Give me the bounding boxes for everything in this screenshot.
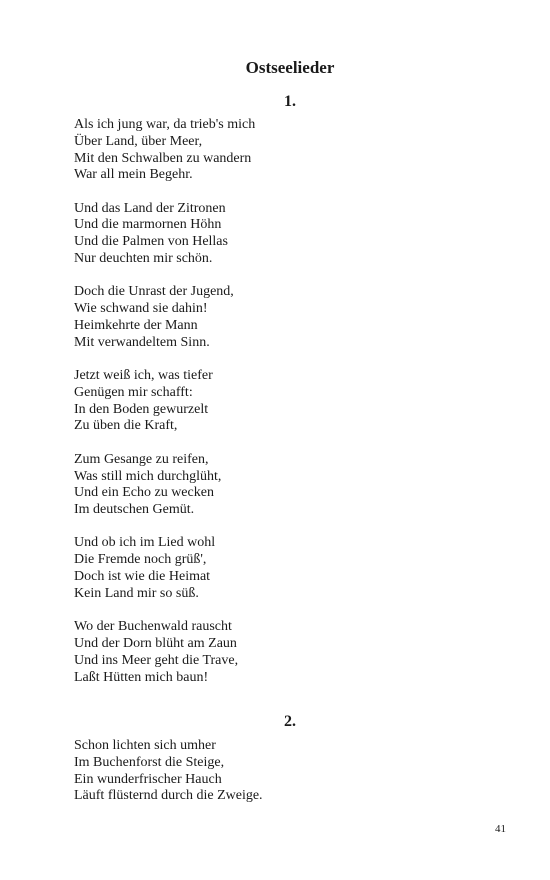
verse-line: Doch die Unrast der Jugend, — [74, 284, 234, 300]
verse-line: Im Buchenforst die Steige, — [74, 754, 225, 770]
verse-line: Heimkehrte der Mann — [74, 317, 198, 333]
section-1-stanzas — [74, 117, 494, 703]
section-number-2: 2. — [284, 713, 296, 730]
verse-line: Mit den Schwalben zu wandern — [74, 150, 252, 166]
verse-line: Ein wunderfrischer Hauch — [74, 771, 222, 787]
section-2-stanzas — [74, 738, 494, 822]
verse-line: Und die Palmen von Hellas — [74, 234, 228, 250]
verse-line: Nur deuchten mir schön. — [74, 251, 213, 267]
verse-line: Und ins Meer geht die Trave, — [74, 652, 239, 668]
verse-line: Mit verwandeltem Sinn. — [74, 334, 210, 350]
verse-line: Die Fremde noch grüß', — [74, 552, 207, 568]
verse-line: Laßt Hütten mich baun! — [74, 669, 209, 685]
verse-line: Wo der Buchenwald rauscht — [74, 619, 232, 635]
stanza — [74, 368, 494, 435]
verse-line: Und das Land der Zitronen — [74, 200, 226, 216]
stanza — [74, 619, 494, 686]
verse-line: Und die marmornen Höhn — [74, 217, 222, 233]
verse-line: Jetzt weiß ich, was tiefer — [74, 368, 213, 384]
verse-line: In den Boden gewurzelt — [74, 401, 209, 417]
poem-title: Ostseelieder — [245, 58, 335, 77]
verse-line: Wie schwand sie dahin! — [74, 301, 208, 317]
verse-line: Und der Dorn blüht am Zaun — [74, 635, 237, 651]
verse-line: Zum Gesange zu reifen, — [74, 451, 209, 467]
page-number: 41 — [495, 823, 506, 835]
verse-line: Über Land, über Meer, — [74, 133, 203, 149]
stanza — [74, 452, 494, 519]
verse-line: Kein Land mir so süß. — [74, 585, 199, 601]
verse-line: Zu üben die Kraft, — [74, 418, 178, 434]
stanza — [74, 284, 494, 351]
verse-line: Und ob ich im Lied wohl — [74, 535, 216, 551]
stanza — [74, 117, 494, 184]
verse-line: Doch ist wie die Heimat — [74, 569, 211, 585]
verse-line: Als ich jung war, da trieb's mich — [74, 117, 256, 132]
verse-line: Im deutschen Gemüt. — [74, 502, 195, 518]
stanza — [74, 201, 494, 268]
verse-line: Genügen mir schafft: — [74, 384, 193, 400]
verse-line: Läuft flüsternd durch die Zweige. — [74, 788, 263, 804]
verse-line: Schon lichten sich umher — [74, 738, 216, 753]
verse-line: Und ein Echo zu wecken — [74, 485, 214, 501]
verse-line: War all mein Begehr. — [74, 167, 193, 183]
stanza — [74, 738, 494, 805]
verse-line: Was still mich durchglüht, — [74, 468, 222, 484]
stanza — [74, 535, 494, 602]
section-number-1: 1. — [284, 93, 296, 110]
